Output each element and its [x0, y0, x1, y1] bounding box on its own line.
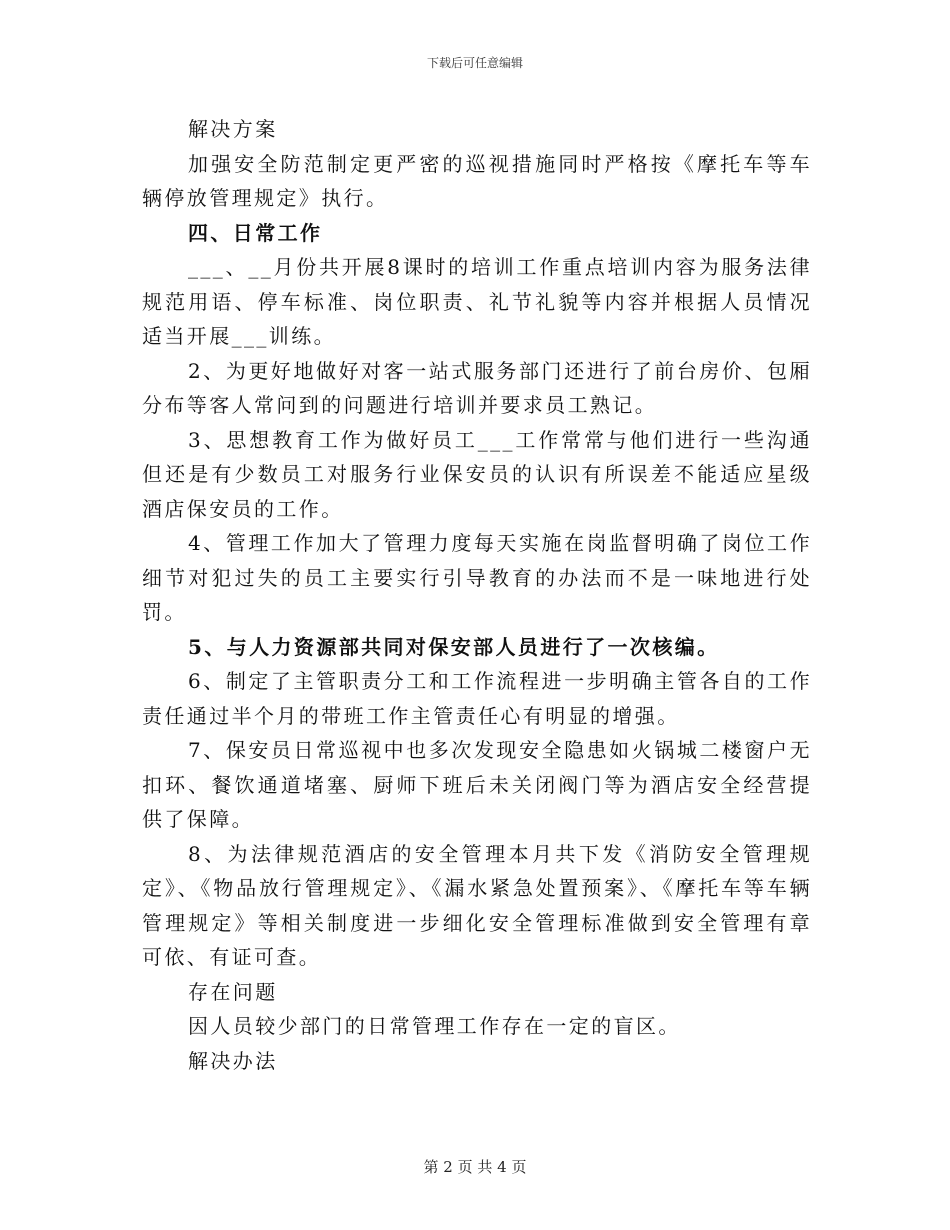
section-heading-daily-work: 四、日常工作 — [188, 220, 323, 245]
paragraph-item-6-supervisor: 6、制定了主管职责分工和工作流程进一步明确主管各自的工作责任通过半个月的带班工作主管责任心有明显的增强。 — [142, 669, 812, 728]
heading-solution-plan: 解决方案 — [188, 117, 278, 141]
paragraph-item-4-management: 4、管理工作加大了管理力度每天实施在岗监督明确了岗位工作细节对犯过失的员工主要实行引导教育的办法而不是一味地进行处罚。 — [142, 531, 812, 624]
paragraph-item-8-regulations: 8、为法律规范酒店的安全管理本月共下发《消防安全管理规定》、《物品放行管理规定》、《漏水紧急处置预案》、《摩托车等车辆管理规定》等相关制度进一步细化安全管理标准做到安全管理有章可依、有证可查。 — [142, 841, 812, 969]
paragraph-problem-description: 因人员较少部门的日常管理工作存在一定的盲区。 — [188, 1014, 681, 1038]
paragraph-item-1-training: ___、__月份共开展8课时的培训工作重点培训内容为服务法律规范用语、停车标准、岗位职责、礼节礼貌等内容并根据人员情况适当开展___训练。 — [142, 255, 812, 348]
paragraph-item-2-service: 2、为更好地做好对客一站式服务部门还进行了前台房价、包厢分布等客人常问到的问题进行培训并要求员工熟记。 — [142, 358, 812, 417]
paragraph-item-5-staffing: 5、与人力资源部共同对保安部人员进行了一次核编。 — [188, 634, 720, 659]
document-body — [142, 112, 812, 1078]
paragraph-security-measures: 加强安全防范制定更严密的巡视措施同时严格按《摩托车等车辆停放管理规定》执行。 — [142, 151, 812, 210]
heading-solution-method: 解决办法 — [188, 1048, 278, 1073]
page-header: 下载后可任意编辑 — [426, 56, 523, 70]
page-footer: 第 2 页 共 4 页 — [423, 1158, 527, 1176]
paragraph-item-3-education: 3、思想教育工作为做好员工___工作常常与他们进行一些沟通但还是有少数员工对服务行业保安员的认识有所误差不能适应星级酒店保安员的工作。 — [142, 427, 812, 521]
heading-existing-problems: 存在问题 — [188, 979, 278, 1004]
paragraph-item-7-patrol: 7、保安员日常巡视中也多次发现安全隐患如火锅城二楼窗户无扣环、餐饮通道堵塞、厨师下班后未关闭阀门等为酒店安全经营提供了保障。 — [142, 738, 812, 831]
